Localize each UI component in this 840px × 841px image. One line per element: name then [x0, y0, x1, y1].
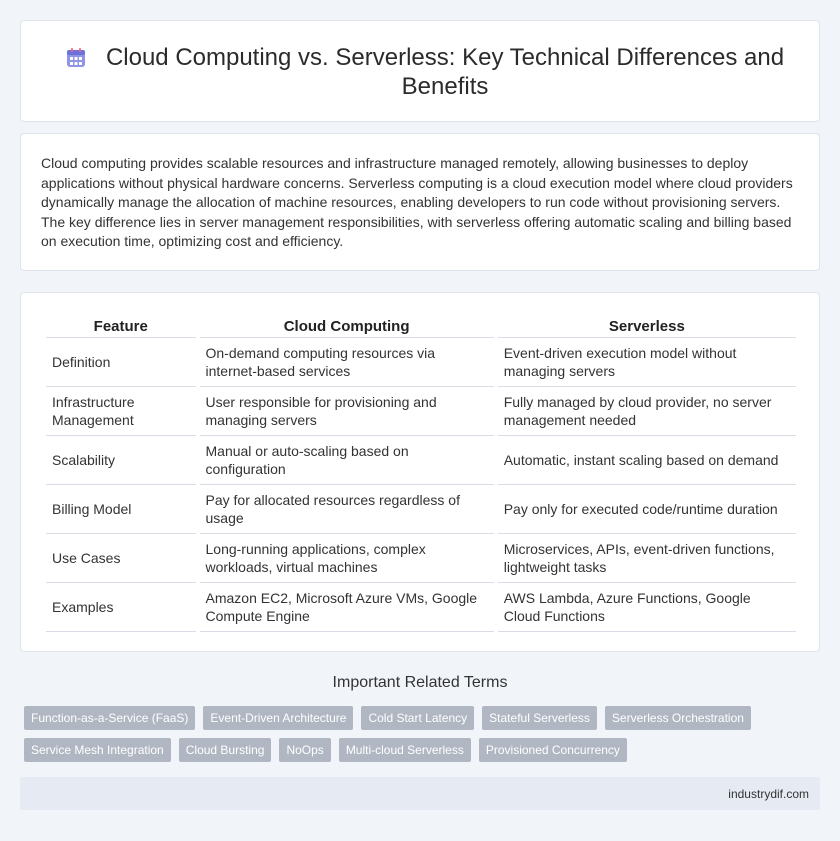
- feature-cell: Use Cases: [46, 534, 196, 583]
- related-term-tag[interactable]: NoOps: [279, 738, 330, 762]
- intro-paragraph: Cloud computing provides scalable resources and infrastructure managed remotely, allowing businesses to deploy applications without physical hardware concerns. Serverless computing is a cloud execution model where cloud providers dynamically manage the allocation of machine resources, enabling developers to run code without provisioning servers. The key difference lies in server management responsibilities, with serverless offering automatic scaling and billing based on execution time, optimizing cost and efficiency.: [41, 155, 793, 250]
- serverless-cell: Automatic, instant scaling based on demand: [498, 436, 796, 485]
- related-term-tag[interactable]: Service Mesh Integration: [24, 738, 171, 762]
- related-term-tag[interactable]: Event-Driven Architecture: [203, 706, 353, 730]
- header-cloud-computing: Cloud Computing: [200, 314, 494, 338]
- feature-cell: Billing Model: [46, 485, 196, 534]
- intro-card: [20, 133, 820, 271]
- serverless-cell: Microservices, APIs, event-driven functions, lightweight tasks: [498, 534, 796, 583]
- header-feature: Feature: [46, 314, 196, 338]
- related-terms-title: Important Related Terms: [332, 674, 508, 691]
- cloud-computing-cell: User responsible for provisioning and managing servers: [200, 387, 494, 436]
- source-credit: industrydif.com: [728, 787, 809, 801]
- related-term-tag[interactable]: Serverless Orchestration: [605, 706, 751, 730]
- table-row: [46, 583, 796, 632]
- serverless-cell: AWS Lambda, Azure Functions, Google Cloud Functions: [498, 583, 796, 632]
- related-terms-tags: [24, 706, 784, 762]
- table-row: [46, 387, 796, 436]
- related-term-tag[interactable]: Cloud Bursting: [179, 738, 272, 762]
- related-term-tag[interactable]: Multi-cloud Serverless: [339, 738, 471, 762]
- related-term-tag[interactable]: Provisioned Concurrency: [479, 738, 627, 762]
- related-term-tag[interactable]: Function-as-a-Service (FaaS): [24, 706, 195, 730]
- title-card: [20, 20, 820, 122]
- table-header-row: [46, 314, 796, 338]
- serverless-cell: Event-driven execution model without managing servers: [498, 338, 796, 387]
- table-row: [46, 338, 796, 387]
- feature-cell: Infrastructure Management: [46, 387, 196, 436]
- cloud-computing-cell: Amazon EC2, Microsoft Azure VMs, Google Compute Engine: [200, 583, 494, 632]
- page-title: Cloud Computing vs. Serverless: Key Technical Differences and Benefits: [105, 44, 785, 100]
- comparison-table-card: [20, 292, 820, 652]
- cloud-computing-cell: Long-running applications, complex workloads, virtual machines: [200, 534, 494, 583]
- table-row: [46, 485, 796, 534]
- related-term-tag[interactable]: Stateful Serverless: [482, 706, 597, 730]
- footer-bar: [20, 777, 820, 810]
- cloud-computing-cell: Pay for allocated resources regardless of usage: [200, 485, 494, 534]
- table-row: [46, 534, 796, 583]
- comparison-table: [42, 314, 800, 632]
- related-term-tag[interactable]: Cold Start Latency: [361, 706, 474, 730]
- cloud-computing-cell: Manual or auto-scaling based on configuration: [200, 436, 494, 485]
- serverless-cell: Pay only for executed code/runtime duration: [498, 485, 796, 534]
- feature-cell: Examples: [46, 583, 196, 632]
- feature-cell: Definition: [46, 338, 196, 387]
- cloud-computing-cell: On-demand computing resources via internet-based services: [200, 338, 494, 387]
- title-wrap: [61, 43, 799, 101]
- header-serverless: Serverless: [498, 314, 796, 338]
- serverless-cell: Fully managed by cloud provider, no server management needed: [498, 387, 796, 436]
- table-row: [46, 436, 796, 485]
- feature-cell: Scalability: [46, 436, 196, 485]
